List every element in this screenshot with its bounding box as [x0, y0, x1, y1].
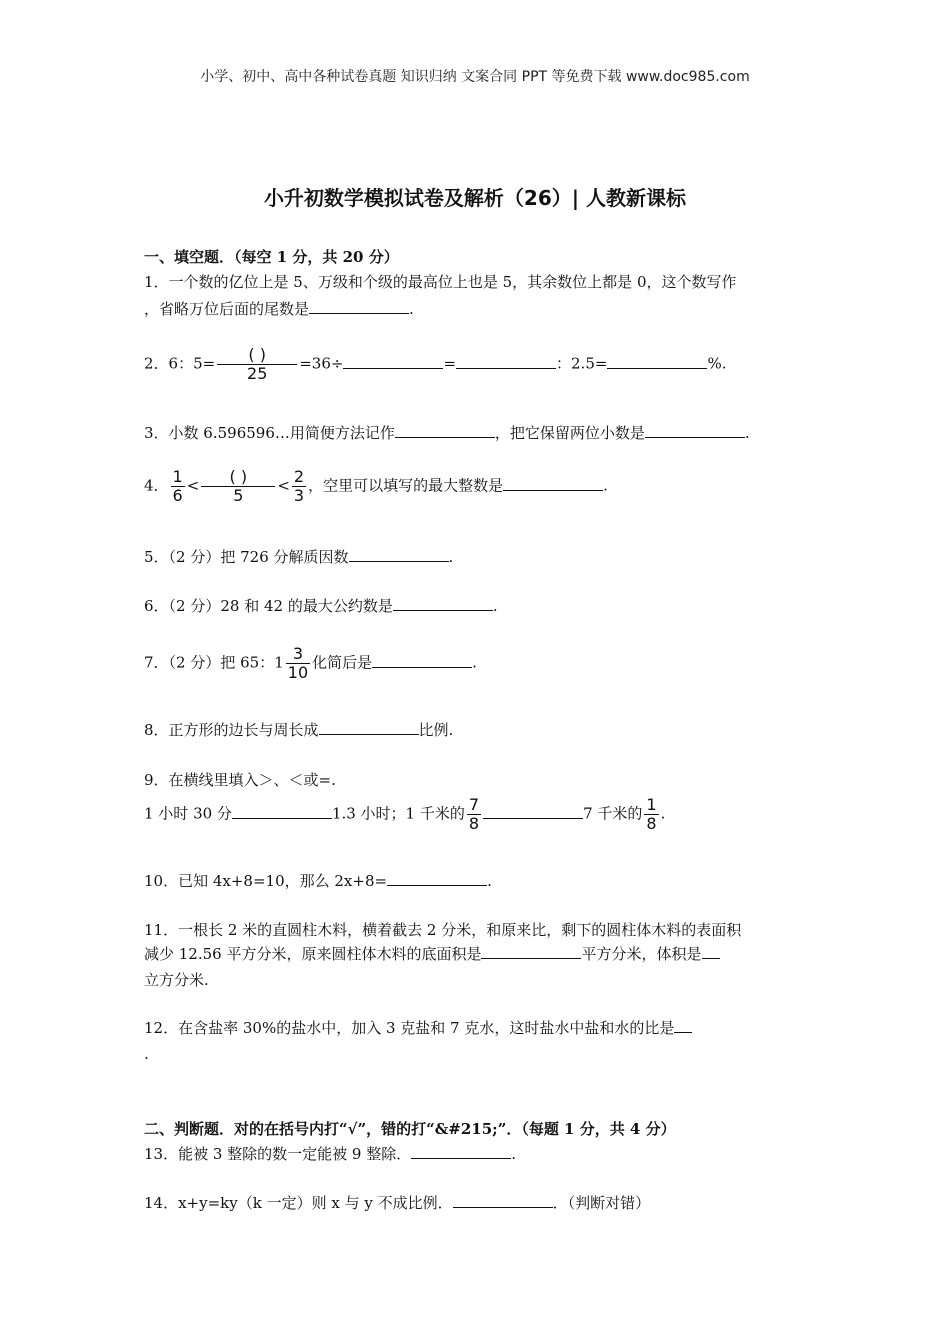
fraction-denominator: 5	[233, 486, 244, 505]
question-1-line1: 1．一个数的亿位上是 5、万级和个级的最高位上也是 5，其余数位上都是 0，这个数写作	[144, 273, 737, 291]
q5-text-a: 5．（2 分）把 726 分解质因数	[144, 548, 349, 566]
q5-text-b: .	[448, 548, 454, 566]
q11-text-b: 平方分米，体积是	[581, 945, 702, 963]
fraction-numerator: 3	[292, 644, 304, 663]
question-11-line1: 11．一根长 2 米的直圆柱木料，横着截去 2 分米，和原来比，剩下的圆柱体木料的表面积	[144, 921, 742, 939]
q11-text-a: 减少 12.56 平方分米，原来圆柱体木料的底面积是	[144, 945, 482, 963]
fraction-denominator: 8	[468, 814, 480, 833]
question-4	[144, 468, 608, 505]
fraction	[217, 346, 297, 383]
answer-blank[interactable]	[607, 353, 707, 369]
fraction-denominator: 3	[293, 486, 305, 505]
q9-text-c: 7 千米的	[583, 804, 643, 823]
question-6	[144, 595, 498, 617]
fraction	[201, 468, 275, 505]
question-5	[144, 546, 453, 568]
answer-blank[interactable]	[411, 1143, 511, 1159]
fraction	[292, 468, 306, 505]
question-9-line1: 9．在横线里填入＞、＜或=.	[144, 771, 336, 789]
answer-blank[interactable]	[483, 803, 583, 819]
section1-heading: 一、填空题．（每空 1 分，共 20 分）	[144, 248, 399, 266]
q6-text-b: .	[492, 597, 498, 615]
fraction-denominator: 8	[646, 814, 657, 833]
question-9-line2	[144, 796, 665, 833]
q3-text-a: 3．小数 6.596596…用简便方法记作	[144, 424, 395, 442]
fraction-denominator: 6	[172, 486, 183, 505]
q3-text-c: .	[744, 424, 750, 442]
q4-text-c: .	[603, 476, 608, 495]
q9-text-a: 1 小时 30 分	[144, 804, 232, 823]
q10-text-a: 10．已知 4x+8=10，那么 2x+8=	[144, 872, 388, 890]
answer-blank[interactable]	[372, 652, 472, 668]
fraction-numerator: ( )	[248, 345, 266, 364]
question-11-line2	[144, 943, 720, 965]
question-11-line3: 立方分米.	[144, 971, 209, 989]
less-than: <	[277, 476, 290, 495]
answer-blank[interactable]	[309, 298, 409, 314]
q1-text: ，省略万位后面的尾数是	[144, 300, 310, 318]
question-3	[144, 422, 750, 444]
less-than: <	[186, 476, 200, 495]
answer-blank[interactable]	[674, 1017, 692, 1033]
q10-text-b: .	[487, 872, 492, 890]
q1-end: .	[409, 300, 414, 318]
q3-text-b: ，把它保留两位小数是	[494, 424, 645, 442]
answer-blank[interactable]	[232, 803, 332, 819]
answer-blank[interactable]	[395, 422, 495, 438]
answer-blank[interactable]	[319, 719, 419, 735]
question-12-line1	[144, 1017, 692, 1039]
q6-text-a: 6．（2 分）28 和 42 的最大公约数是	[144, 597, 393, 615]
answer-blank[interactable]	[645, 422, 745, 438]
fraction-denominator: 25	[247, 364, 268, 383]
q8-text-b: 比例.	[418, 721, 454, 739]
q9-text-d: .	[660, 804, 666, 823]
q13-text-b: .	[511, 1145, 517, 1163]
answer-blank[interactable]	[702, 943, 720, 959]
question-10	[144, 870, 492, 892]
q4-text-b: ，空里可以填写的最大整数是	[308, 476, 504, 495]
answer-blank[interactable]	[349, 546, 449, 562]
q2-text-c: =	[443, 354, 457, 373]
fraction-numerator: 1	[646, 795, 657, 814]
answer-blank[interactable]	[503, 475, 603, 491]
fraction-numerator: ( )	[229, 467, 248, 486]
q7-text-b: 化简后是	[312, 653, 373, 672]
fraction-numerator: 1	[172, 467, 183, 486]
q9-text-b: 1.3 小时；1 千米的	[331, 804, 465, 823]
q2-text-a: 2．6：5=	[144, 354, 216, 373]
answer-blank[interactable]	[481, 943, 581, 959]
q7-text-c: .	[472, 653, 477, 672]
question-1-line2	[144, 298, 414, 320]
q8-text-a: 8．正方形的边长与周长成	[144, 721, 319, 739]
answer-blank[interactable]	[343, 353, 443, 369]
section2-heading: 二、判断题．对的在括号内打“√”，错的打“&#215;”．（每题 1 分，共 4 分）	[144, 1120, 676, 1138]
q7-text-a: 7．（2 分）把 65：1	[144, 653, 284, 672]
q13-text-a: 13．能被 3 整除的数一定能被 9 整除．	[144, 1145, 412, 1163]
q12-text: 12．在含盐率 30%的盐水中，加入 3 克盐和 7 克水，这时盐水中盐和水的比是	[144, 1019, 675, 1037]
q14-text-b: ．（判断对错）	[552, 1194, 651, 1212]
question-7	[144, 645, 477, 682]
q2-text-d: ：2.5=	[556, 354, 608, 373]
question-12-line2: .	[144, 1045, 149, 1063]
page-title: 小升初数学模拟试卷及解析（26）| 人教新课标	[263, 186, 687, 210]
fraction-denominator: 10	[287, 663, 309, 682]
question-2	[144, 346, 726, 383]
question-8	[144, 719, 453, 741]
fraction-numerator: 2	[293, 467, 305, 486]
question-14	[144, 1192, 650, 1214]
q2-text-e: %.	[707, 354, 727, 373]
answer-blank[interactable]	[393, 595, 493, 611]
fraction	[286, 645, 310, 682]
q2-text-b: =36÷	[299, 354, 344, 373]
question-13	[144, 1143, 516, 1165]
fraction-numerator: 7	[468, 795, 480, 814]
fraction	[467, 796, 481, 833]
page-header: 小学、初中、高中各种试卷真题 知识归纳 文案合同 PPT 等免费下载 www.doc985.com	[200, 69, 750, 85]
answer-blank[interactable]	[387, 870, 487, 886]
fraction	[171, 468, 185, 505]
q14-text-a: 14．x+y=ky（k 一定）则 x 与 y 不成比例．	[144, 1194, 453, 1212]
fraction	[644, 796, 658, 833]
answer-blank[interactable]	[453, 1192, 553, 1208]
q4-text-a: 4．	[144, 476, 169, 495]
answer-blank[interactable]	[456, 353, 556, 369]
